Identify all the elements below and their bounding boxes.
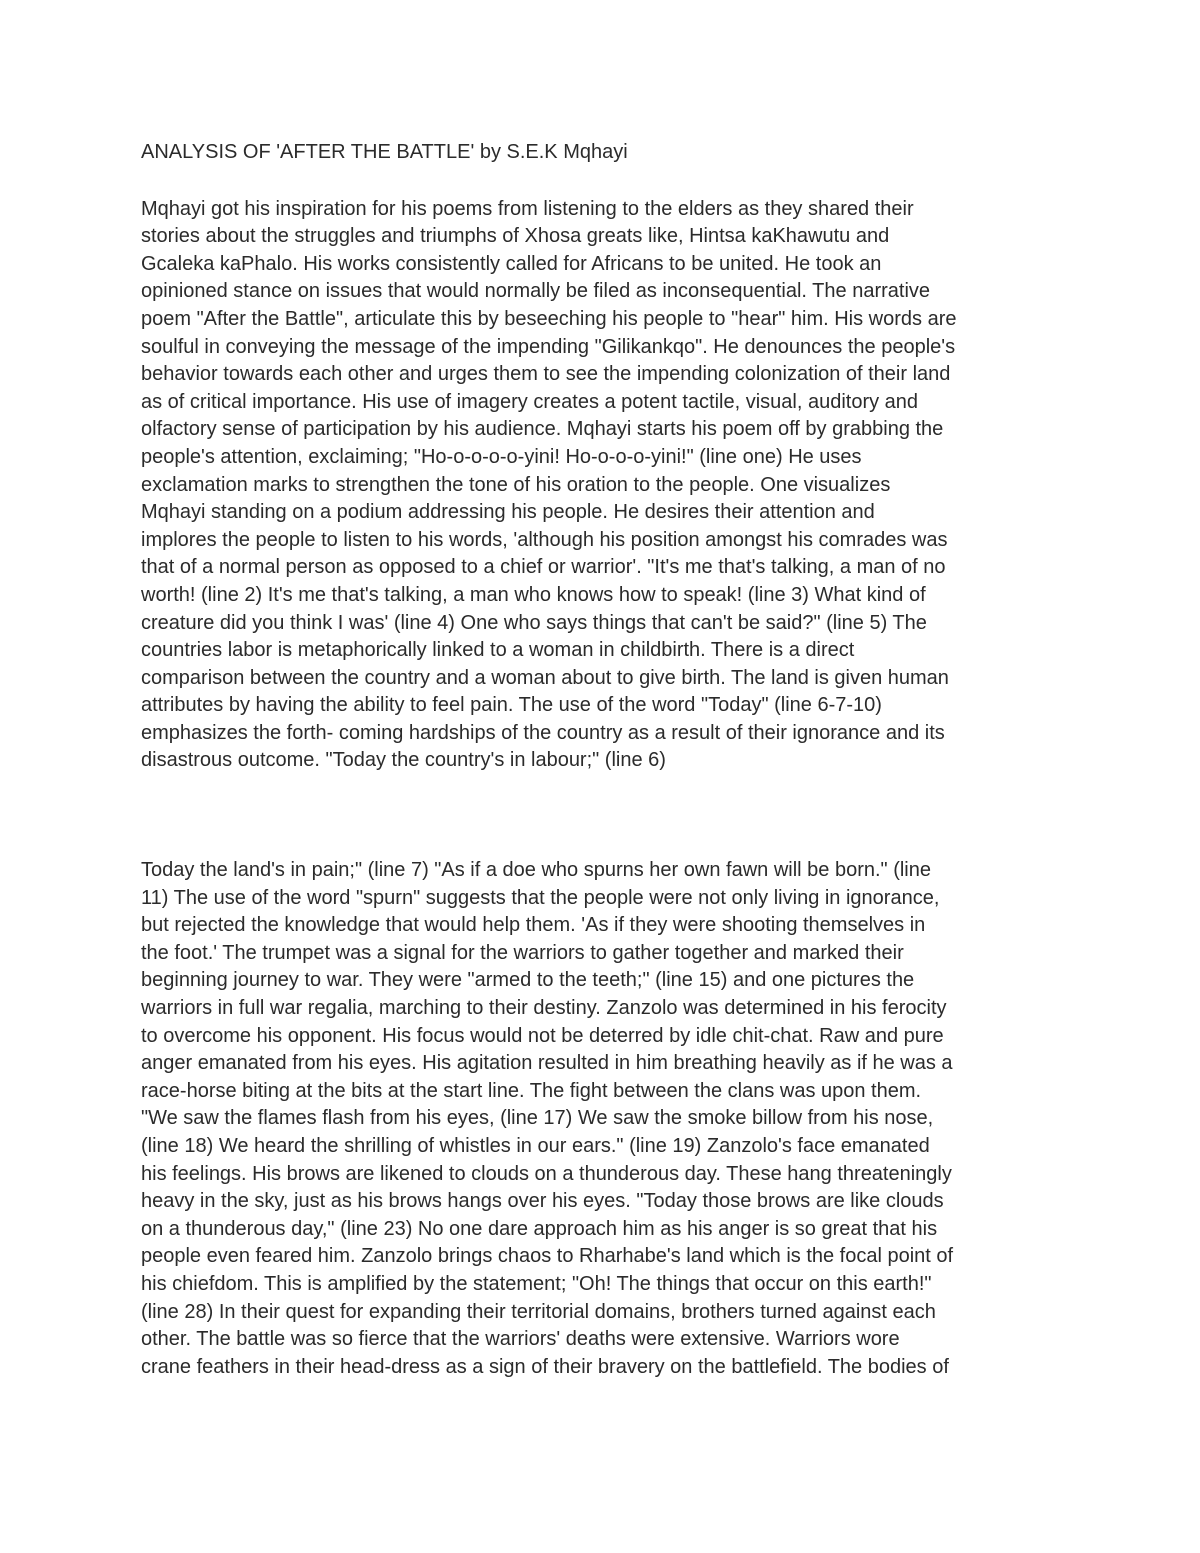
- text-line: (line 28) In their quest for expanding their territorial domains, brothers turned against each: [141, 1300, 936, 1323]
- text-line: Today the land's in pain;" (line 7) "As if a doe who spurns her own fawn will be born." (line: [141, 859, 931, 882]
- text-line: stories about the struggles and triumphs of Xhosa greats like, Hintsa kaKhawutu and: [141, 225, 890, 248]
- text-line: Gcaleka kaPhalo. His works consistently called for Africans to be united. He took an: [141, 252, 882, 275]
- text-line: his feelings. His brows are likened to clouds on a thunderous day. These hang threateningly: [141, 1162, 952, 1185]
- text-line: as of critical importance. His use of imagery creates a potent tactile, visual, auditory and: [141, 390, 919, 413]
- text-line: countries labor is metaphorically linked to a woman in childbirth. There is a direct: [141, 639, 855, 662]
- text-line: race-horse biting at the bits at the start line. The fight between the clans was upon them.: [141, 1079, 922, 1102]
- text-line: implores the people to listen to his words, 'although his position amongst his comrades was: [141, 528, 948, 551]
- text-line: 11) The use of the word "spurn" suggests that the people were not only living in ignorance,: [141, 886, 940, 909]
- paragraph-2: [141, 857, 1066, 1381]
- document-body: [141, 139, 1066, 1381]
- text-line: people even feared him. Zanzolo brings chaos to Rharhabe's land which is the focal point of: [141, 1245, 954, 1268]
- text-line: opinioned stance on issues that would normally be filed as inconsequential. The narrative: [141, 280, 931, 303]
- text-line: his chiefdom. This is amplified by the statement; "Oh! The things that occur on this earth!": [141, 1272, 932, 1295]
- text-line: olfactory sense of participation by his audience. Mqhayi starts his poem off by grabbing the: [141, 418, 944, 441]
- text-line: soulful in conveying the message of the impending "Gilikankqo". He denounces the people's: [141, 335, 956, 358]
- text-line: warriors in full war regalia, marching to their destiny. Zanzolo was determined in his ferocity: [141, 997, 947, 1020]
- text-line: on a thunderous day," (line 23) No one dare approach him as his anger is so great that his: [141, 1217, 938, 1240]
- text-line: emphasizes the forth- coming hardships of the country as a result of their ignorance and its: [141, 721, 945, 744]
- document-title: ANALYSIS OF 'AFTER THE BATTLE' by S.E.K Mqhayi: [141, 141, 628, 163]
- text-line: beginning journey to war. They were "armed to the teeth;" (line 15) and one pictures the: [141, 969, 915, 992]
- text-line: worth! (line 2) It's me that's talking, a man who knows how to speak! (line 3) What kind of: [141, 583, 926, 606]
- text-line: creature did you think I was' (line 4) One who says things that can't be said?" (line 5) The: [141, 611, 927, 634]
- text-line: (line 18) We heard the shrilling of whistles in our ears." (line 19) Zanzolo's face emanated: [141, 1135, 930, 1157]
- text-line: other. The battle was so fierce that the warriors' deaths were extensive. Warriors wore: [141, 1328, 900, 1351]
- text-line: but rejected the knowledge that would help them. 'As if they were shooting themselves in: [141, 914, 926, 937]
- text-line: to overcome his opponent. His focus would not be deterred by idle chit-chat. Raw and pure: [141, 1024, 944, 1047]
- text-line: exclamation marks to strengthen the tone of his oration to the people. One visualizes: [141, 473, 891, 496]
- text-line: disastrous outcome. "Today the country's in labour;" (line 6): [141, 749, 666, 772]
- text-line: attributes by having the ability to feel pain. The use of the word "Today" (line 6-7-10): [141, 694, 882, 717]
- text-line: Mqhayi standing on a podium addressing his people. He desires their attention and: [141, 501, 875, 524]
- text-line: that of a normal person as opposed to a chief or warrior'. "It's me that's talking, a man of no: [141, 556, 946, 579]
- text-line: comparison between the country and a woman about to give birth. The land is given human: [141, 666, 949, 689]
- text-line: people's attention, exclaiming; "Ho-o-o-o-o-yini! Ho-o-o-o-yini!" (line one) He uses: [141, 445, 862, 468]
- text-line: poem "After the Battle", articulate this by beseeching his people to "hear" him. His words are: [141, 307, 957, 330]
- text-line: "We saw the flames flash from his eyes, (line 17) We saw the smoke billow from his nose,: [141, 1107, 934, 1130]
- text-line: anger emanated from his eyes. His agitation resulted in him breathing heavily as if he was a: [141, 1052, 953, 1075]
- text-line: Mqhayi got his inspiration for his poems from listening to the elders as they shared their: [141, 197, 914, 220]
- text-line: behavior towards each other and urges them to see the impending colonization of their land: [141, 363, 951, 386]
- text-line: the foot.' The trumpet was a signal for the warriors to gather together and marked their: [141, 941, 904, 964]
- paragraph-1: [141, 196, 1066, 775]
- text-line: crane feathers in their head-dress as a sign of their bravery on the battlefield. The bodies of: [141, 1355, 949, 1378]
- text-line: heavy in the sky, just as his brows hangs over his eyes. "Today those brows are like clouds: [141, 1190, 944, 1213]
- paragraph-gap: [141, 775, 1066, 857]
